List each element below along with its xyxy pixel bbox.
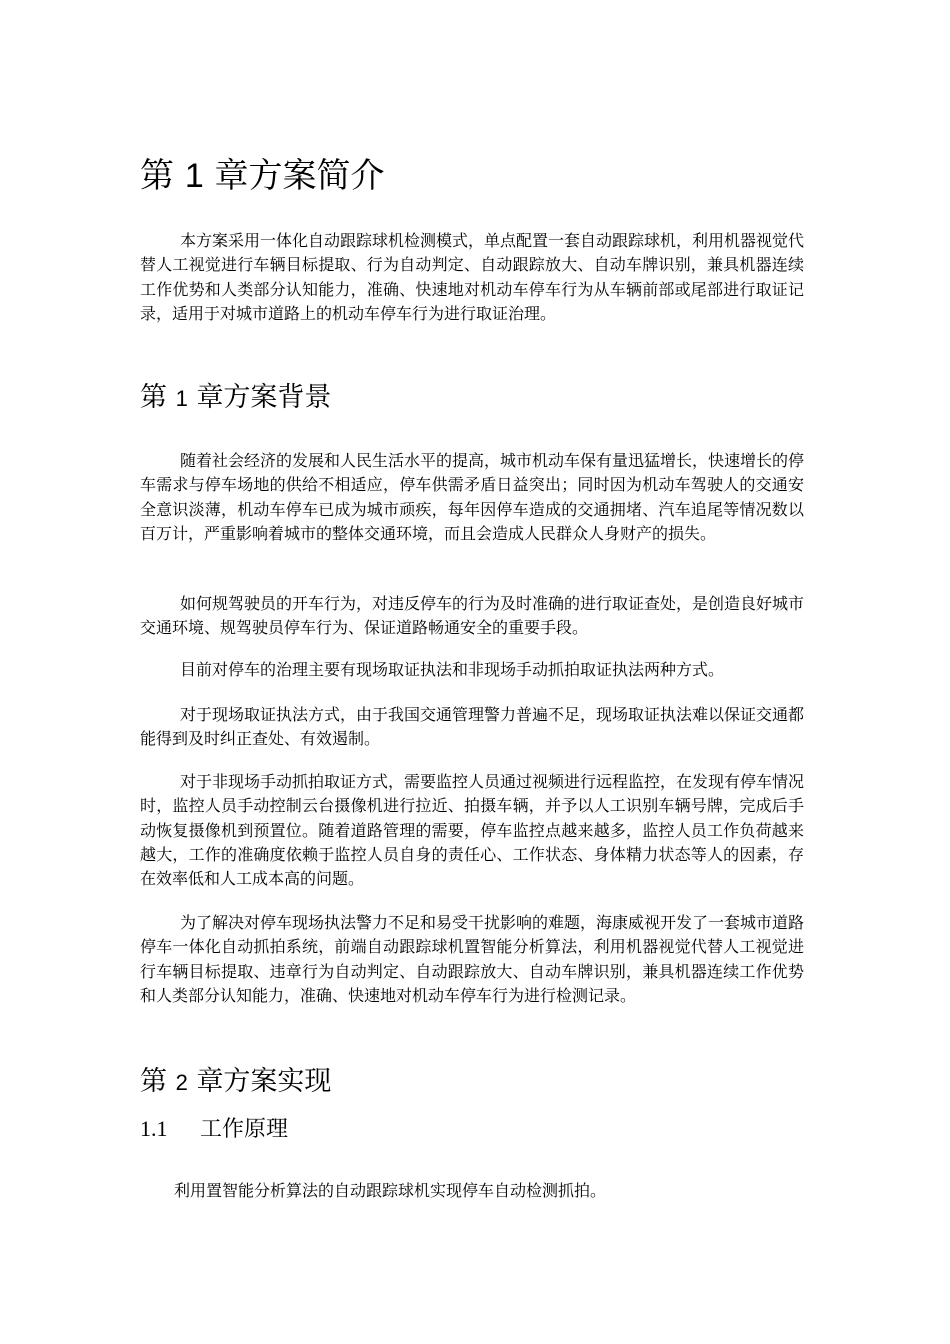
chapter-title: 章方案简介 <box>214 156 385 196</box>
chapter-number: 1 <box>175 386 188 411</box>
chapter-title: 章方案实现 <box>196 1066 332 1097</box>
principle-paragraph: 利用置智能分析算法的自动跟踪球机实现停车自动检测抓拍。 <box>174 1181 607 1200</box>
chapter-prefix: 第 <box>140 382 167 413</box>
chapter-number: 1 <box>184 157 204 195</box>
chapter-prefix: 第 <box>140 156 174 196</box>
chapter-2-heading <box>140 1059 331 1098</box>
background-paragraph-5: 对于非现场手动抓拍取证方式，需要监控人员通过视频进行远程监控，在发现有停车情况时，监控人员手动控制云台摄像机进行拉近、拍摄车辆，并予以人工识别车辆号牌，完成后手动恢复摄像机到预置位。随着道路管理的需要，停车监控点越来越多，监控人员工作负荷越来越大，工作的准确度依赖于监控人员自身的责任心、工作状态、身体精力状态等人的因素，存在效率低和人工成本高的问题。 <box>140 772 805 889</box>
chapter-prefix: 第 <box>140 1066 167 1097</box>
section-number: 1.1 <box>140 1116 168 1141</box>
background-paragraph-3: 目前对停车的治理主要有现场取证执法和非现场手动抓拍取证执法两种方式。 <box>180 660 725 679</box>
chapter-number: 2 <box>175 1070 188 1095</box>
section-title: 工作原理 <box>200 1117 289 1142</box>
intro-paragraph: 本方案采用一体化自动跟踪球机检测模式，单点配置一套自动跟踪球机，利用机器视觉代替人工视觉进行车辆目标提取、行为自动判定、自动跟踪放大、自动车牌识别，兼具机器连续工作优势和人类部分认知能力，准确、快速地对机动车停车行为从车辆前部或尾部进行取证记录，适用于对城市道路上的机动车停车行为进行取证治理。 <box>140 231 805 323</box>
background-paragraph-1: 随着社会经济的发展和人民生活水平的提高，城市机动车保有量迅猛增长，快速增长的停车需求与停车场地的供给不相适应，停车供需矛盾日益突出；同时因为机动车驾驶人的交通安全意识淡薄，机动车停车已成为城市顽疾，每年因停车造成的交通拥堵、汽车追尾等情况数以百万计，严重影响着城市的整体交通环境，而且会造成人民群众人身财产的损失。 <box>140 451 805 543</box>
chapter-title: 章方案背景 <box>196 382 332 413</box>
chapter-1-intro-heading <box>140 148 385 197</box>
section-1-1-heading <box>140 1112 288 1143</box>
chapter-1-background-heading <box>140 375 331 414</box>
background-paragraph-4: 对于现场取证执法方式，由于我国交通管理警力普遍不足，现场取证执法难以保证交通都能得到及时纠正查处、有效遏制。 <box>140 705 805 749</box>
background-paragraph-2: 如何规驾驶员的开车行为，对违反停车的行为及时准确的进行取证查处，是创造良好城市交通环境、规驾驶员停车行为、保证道路畅通安全的重要手段。 <box>140 594 805 638</box>
background-paragraph-6: 为了解决对停车现场执法警力不足和易受干扰影响的难题，海康威视开发了一套城市道路停车一体化自动抓拍系统，前端自动跟踪球机置智能分析算法，利用机器视觉代替人工视觉进行车辆目标提取、违章行为自动判定、自动跟踪放大、自动车牌识别，兼具机器连续工作优势和人类部分认知能力，准确、快速地对机动车停车行为进行检测记录。 <box>140 913 805 1005</box>
